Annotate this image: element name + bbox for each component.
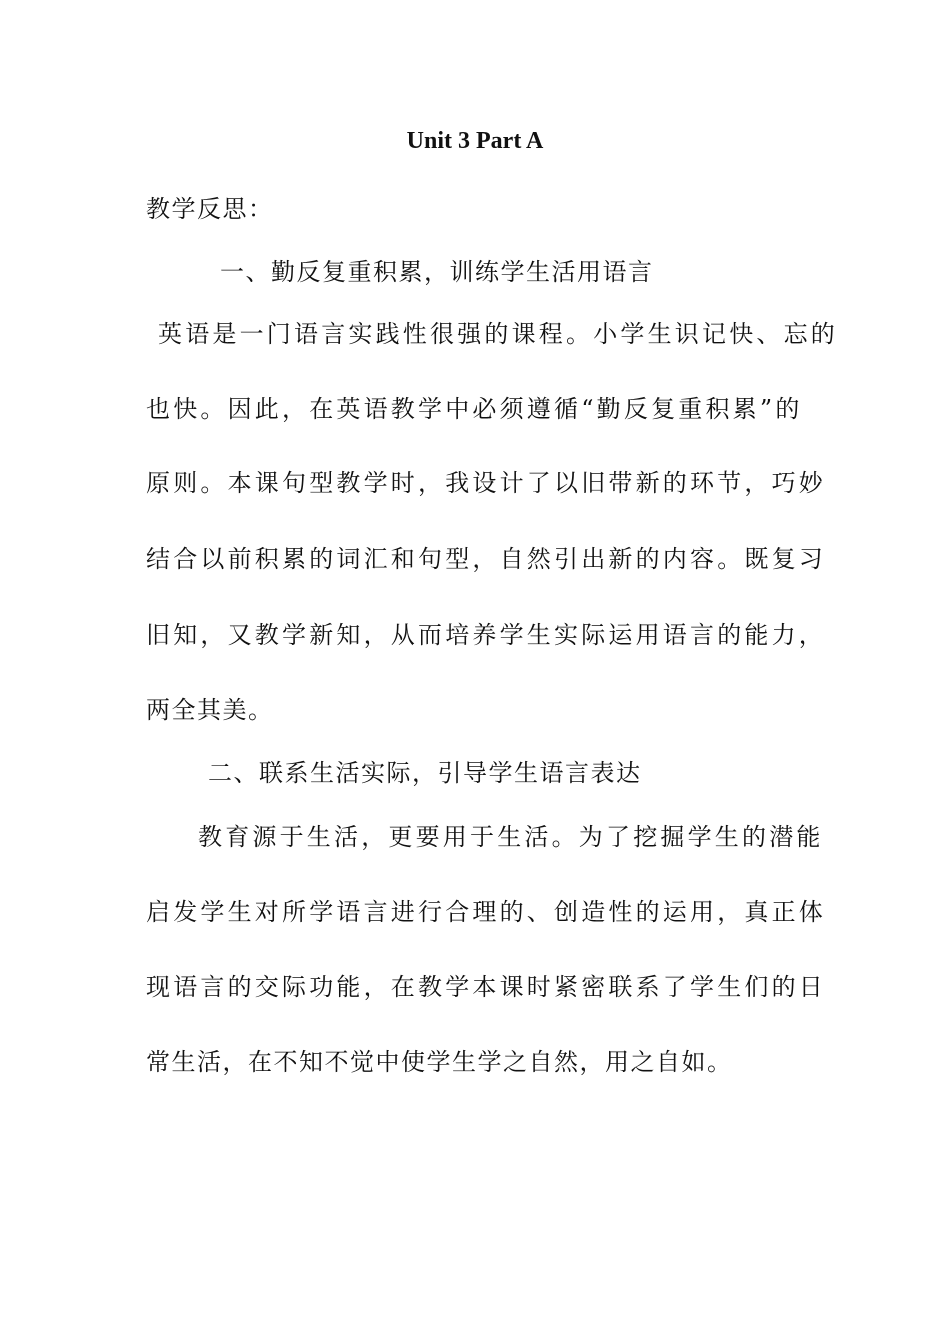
reflection-label: 教学反思： (146, 195, 274, 223)
section-1-paragraph-line: 英语是一门语言实践性很强的课程。小学生识记快、忘的 (158, 320, 838, 348)
section-2-paragraph-line: 常生活，在不知不觉中使学生学之自然，用之自如。 (146, 1048, 733, 1076)
section-1-paragraph-line: 结合以前积累的词汇和句型，自然引出新的内容。既复习 (146, 545, 826, 573)
document-title: Unit 3 Part A (406, 128, 544, 154)
section-2-paragraph-line: 现语言的交际功能，在教学本课时紧密联系了学生们的日 (146, 973, 826, 1001)
section-1-paragraph-line: 两全其美。 (146, 696, 274, 724)
section-1-paragraph-line: 也快。因此，在英语教学中必须遵循“勤反复重积累”的 (146, 395, 803, 423)
section-1-paragraph-line: 旧知，又教学新知，从而培养学生实际运用语言的能力， (146, 621, 826, 649)
section-2-paragraph-line: 启发学生对所学语言进行合理的、创造性的运用，真正体 (146, 898, 826, 926)
section-2-heading: 二、联系生活实际，引导学生语言表达 (208, 759, 642, 787)
section-2-paragraph-line: 教育源于生活，更要用于生活。为了挖掘学生的潜能 (198, 823, 824, 851)
section-1-heading: 一、勤反复重积累，训练学生活用语言 (220, 258, 654, 286)
section-1-paragraph-line: 原则。本课句型教学时，我设计了以旧带新的环节，巧妙 (146, 469, 826, 497)
